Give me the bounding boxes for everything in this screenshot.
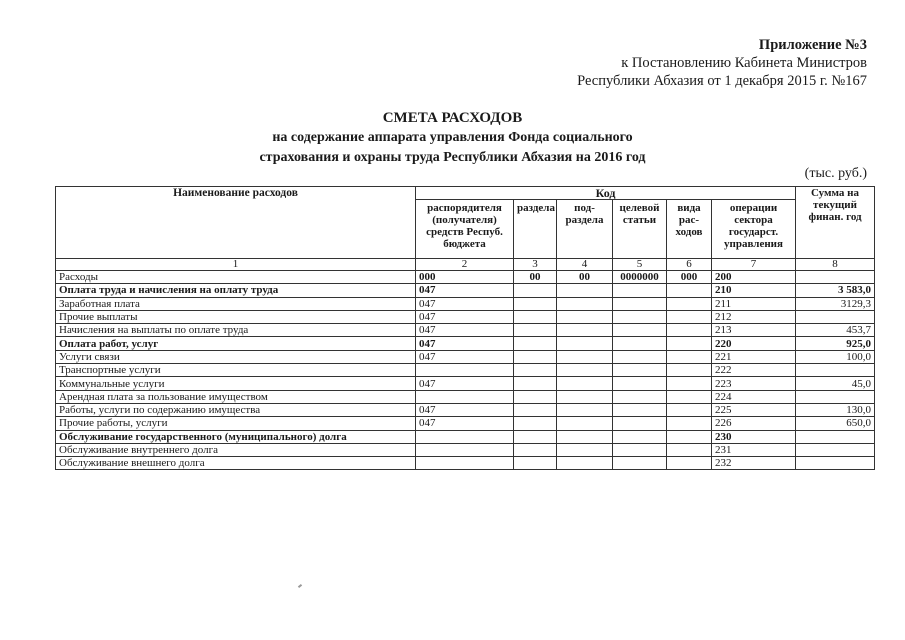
appendix-line-2: Республики Абхазия от 1 декабря 2015 г. №167 [577, 73, 867, 89]
row-code-operation: 210 [712, 284, 796, 297]
row-sum [796, 364, 875, 377]
row-name: Оплата труда и начисления на оплату труда [56, 284, 416, 297]
row-code-subsection [557, 297, 613, 310]
row-code-expense-type [667, 377, 712, 390]
row-name: Услуги связи [56, 350, 416, 363]
row-code-section [514, 364, 557, 377]
table-row [56, 403, 875, 416]
row-name: Обслуживание внутреннего долга [56, 443, 416, 456]
row-code-section [514, 324, 557, 337]
table-row [56, 457, 875, 470]
row-name: Начисления на выплаты по оплате труда [56, 324, 416, 337]
appendix-header [577, 36, 867, 90]
col-number: 7 [712, 259, 796, 271]
table-row [56, 430, 875, 443]
row-sum [796, 310, 875, 323]
row-name: Прочие выплаты [56, 310, 416, 323]
row-code-recipient: 047 [416, 284, 514, 297]
row-code-target [613, 337, 667, 350]
budget-table [55, 186, 875, 470]
row-name: Оплата работ, услуг [56, 337, 416, 350]
table-row [56, 377, 875, 390]
table-row [56, 443, 875, 456]
row-code-operation: 223 [712, 377, 796, 390]
row-code-target [613, 284, 667, 297]
row-code-subsection [557, 324, 613, 337]
row-code-target [613, 377, 667, 390]
row-name: Коммунальные услуги [56, 377, 416, 390]
row-code-subsection [557, 430, 613, 443]
row-code-subsection: 00 [557, 271, 613, 284]
row-code-recipient: 047 [416, 350, 514, 363]
row-code-subsection [557, 350, 613, 363]
row-name: Обслуживание государственного (муниципального) долга [56, 430, 416, 443]
row-sum [796, 390, 875, 403]
column-number-row [56, 259, 875, 271]
row-code-expense-type [667, 403, 712, 416]
row-code-section [514, 457, 557, 470]
row-code-operation: 225 [712, 403, 796, 416]
row-sum: 925,0 [796, 337, 875, 350]
table-row [56, 310, 875, 323]
row-code-section [514, 377, 557, 390]
row-name: Арендная плата за пользование имуществом [56, 390, 416, 403]
table-row [56, 324, 875, 337]
document-title [0, 108, 905, 168]
row-code-recipient [416, 364, 514, 377]
row-sum: 3 583,0 [796, 284, 875, 297]
row-code-expense-type [667, 310, 712, 323]
row-name: Прочие работы, услуги [56, 417, 416, 430]
row-code-operation: 232 [712, 457, 796, 470]
header-sum: Сумма на текущий финан. год [796, 187, 875, 259]
row-code-target [613, 390, 667, 403]
row-code-expense-type: 000 [667, 271, 712, 284]
col-number: 2 [416, 259, 514, 271]
appendix-title: Приложение №3 [758, 37, 867, 53]
row-code-expense-type [667, 430, 712, 443]
row-code-subsection [557, 284, 613, 297]
row-sum: 3129,3 [796, 297, 875, 310]
header-name: Наименование расходов [56, 187, 416, 259]
row-code-recipient [416, 457, 514, 470]
row-code-section [514, 443, 557, 456]
col-number: 3 [514, 259, 557, 271]
row-code-target [613, 443, 667, 456]
row-code-recipient [416, 430, 514, 443]
header-col7: операции сектора государст. управления [712, 200, 796, 259]
table-row [56, 350, 875, 363]
row-code-expense-type [667, 443, 712, 456]
row-code-recipient [416, 443, 514, 456]
table-row [56, 390, 875, 403]
row-code-operation: 221 [712, 350, 796, 363]
row-code-recipient: 047 [416, 403, 514, 416]
row-name: Транспортные услуги [56, 364, 416, 377]
row-sum: 453,7 [796, 324, 875, 337]
header-kod: Код [416, 187, 796, 200]
table-row [56, 271, 875, 284]
row-code-section [514, 417, 557, 430]
pen-mark [298, 584, 302, 588]
row-code-operation: 230 [712, 430, 796, 443]
row-code-expense-type [667, 350, 712, 363]
header-col4: под-раздела [557, 200, 613, 259]
row-code-section [514, 390, 557, 403]
row-code-expense-type [667, 457, 712, 470]
row-code-operation: 224 [712, 390, 796, 403]
table-row [56, 284, 875, 297]
row-code-operation: 213 [712, 324, 796, 337]
col-number: 1 [56, 259, 416, 271]
row-name: Заработная плата [56, 297, 416, 310]
row-name: Обслуживание внешнего долга [56, 457, 416, 470]
header-col2: распорядителя (получателя) средств Респуб. бюджета [416, 200, 514, 259]
row-code-recipient: 047 [416, 324, 514, 337]
row-sum: 45,0 [796, 377, 875, 390]
col-number: 8 [796, 259, 875, 271]
row-sum [796, 457, 875, 470]
row-code-operation: 222 [712, 364, 796, 377]
row-code-operation: 226 [712, 417, 796, 430]
row-code-target [613, 364, 667, 377]
row-code-expense-type [667, 324, 712, 337]
row-code-section [514, 310, 557, 323]
row-name: Расходы [56, 271, 416, 284]
row-code-target [613, 350, 667, 363]
row-code-expense-type [667, 390, 712, 403]
row-code-recipient: 047 [416, 377, 514, 390]
row-code-target [613, 457, 667, 470]
col-number: 4 [557, 259, 613, 271]
title-sub-2: страхования и охраны труда Республики Абхазия на 2016 год [259, 150, 646, 165]
row-code-recipient: 047 [416, 337, 514, 350]
row-code-recipient: 047 [416, 297, 514, 310]
row-sum [796, 443, 875, 456]
row-code-target [613, 430, 667, 443]
row-code-section [514, 284, 557, 297]
row-code-recipient: 047 [416, 417, 514, 430]
title-main: СМЕТА РАСХОДОВ [382, 110, 523, 126]
row-code-subsection [557, 377, 613, 390]
row-code-subsection [557, 443, 613, 456]
table-row [56, 337, 875, 350]
col-number: 5 [613, 259, 667, 271]
row-code-target [613, 403, 667, 416]
table-row [56, 297, 875, 310]
row-code-section: 00 [514, 271, 557, 284]
header-col3: раздела [514, 200, 557, 259]
row-code-target [613, 324, 667, 337]
table-row [56, 417, 875, 430]
row-code-target [613, 297, 667, 310]
row-sum: 100,0 [796, 350, 875, 363]
row-code-expense-type [667, 417, 712, 430]
header-col5: целевой статьи [613, 200, 667, 259]
row-code-recipient: 047 [416, 310, 514, 323]
row-code-operation: 220 [712, 337, 796, 350]
row-code-expense-type [667, 364, 712, 377]
row-code-subsection [557, 403, 613, 416]
row-code-subsection [557, 364, 613, 377]
units-label: (тыс. руб.) [804, 166, 867, 181]
row-code-subsection [557, 310, 613, 323]
row-code-target [613, 417, 667, 430]
row-code-operation: 212 [712, 310, 796, 323]
row-code-recipient [416, 390, 514, 403]
row-code-subsection [557, 390, 613, 403]
row-code-target: 0000000 [613, 271, 667, 284]
title-sub-1: на содержание аппарата управления Фонда социального [272, 130, 633, 145]
row-code-operation: 231 [712, 443, 796, 456]
row-code-section [514, 430, 557, 443]
row-code-target [613, 310, 667, 323]
table-row [56, 364, 875, 377]
row-sum [796, 271, 875, 284]
row-code-operation: 200 [712, 271, 796, 284]
row-sum [796, 430, 875, 443]
row-code-recipient: 000 [416, 271, 514, 284]
row-sum: 650,0 [796, 417, 875, 430]
row-code-section [514, 297, 557, 310]
row-code-expense-type [667, 284, 712, 297]
row-code-subsection [557, 457, 613, 470]
row-code-operation: 211 [712, 297, 796, 310]
row-name: Работы, услуги по содержанию имущества [56, 403, 416, 416]
row-code-expense-type [667, 297, 712, 310]
row-sum: 130,0 [796, 403, 875, 416]
appendix-line-1: к Постановлению Кабинета Министров [621, 55, 867, 71]
row-code-expense-type [667, 337, 712, 350]
row-code-section [514, 403, 557, 416]
row-code-subsection [557, 417, 613, 430]
header-col6: вида рас-ходов [667, 200, 712, 259]
row-code-section [514, 350, 557, 363]
row-code-subsection [557, 337, 613, 350]
row-code-section [514, 337, 557, 350]
col-number: 6 [667, 259, 712, 271]
